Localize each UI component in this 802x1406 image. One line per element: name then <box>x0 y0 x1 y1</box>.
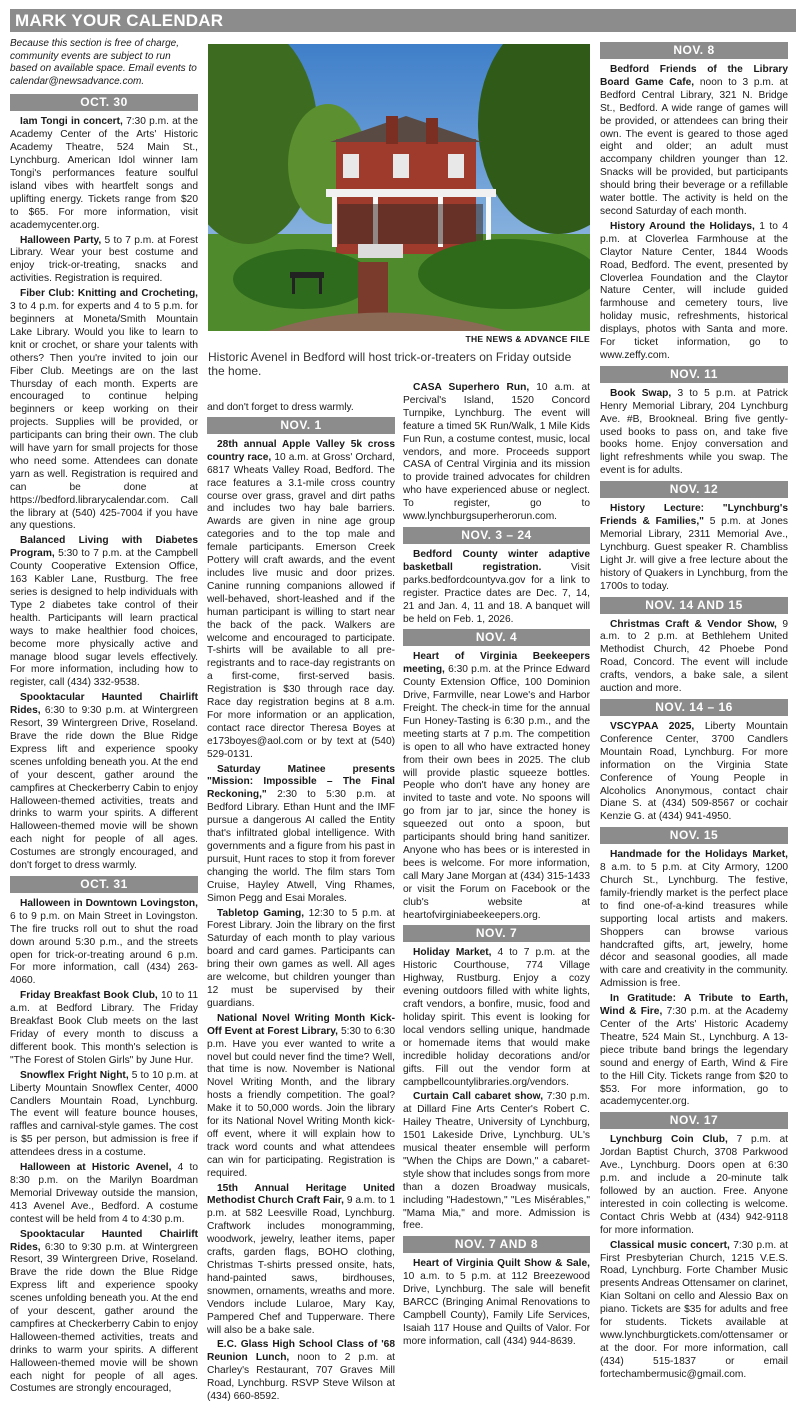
event-title: Lynchburg Coin Club, <box>610 1134 728 1146</box>
event-details: 4 to 7 p.m. at the Historic Courthouse, 774 Village Highway, Rustburg. Enjoy a cozy evening outdoors filled with white lights, craft vendors, a bonfire, music, food and holiday spirit. This event is looking for local vendors selling unique, handmade or homemade items that would make incredible holiday decorations and/or gifts. Fill out the vendor form at campbellcountylibraries.org/vendors. <box>403 947 590 1088</box>
event-details: 10 a.m. at Gross' Orchard, 6817 Wheats Valley Road, Bedford. The race features a 3.1-mile cross country course over grass, gravel and dirt paths and includes two hay bale barriers. Awards are given in nine age group categories and to the top male and female participants. Emerson Creek Pottery will craft awards, and the event includes live music and door prizes. Canine running companions allowed if well-behaved, short-leashed and if the human participant is willing to start near the back of the pack. Walkers are welcome and encouraged to participate. T-shirts will be available to all pre-registrants and to race-day registrants on a first-come, first-served basis. Registration is $30 through race day. Race day registration begins at 8 a.m. For more information or an application, contact race director Theresa Boyes at e173boyes@aol.com or by text at (540) 529-0131. <box>207 451 395 760</box>
intro-note: Because this section is free of charge, community events are subject to run based on available space. Email events to calendar@newsadvance.com. <box>10 38 197 87</box>
event-title: E.C. Glass High School Class of '68 Reunion Lunch, <box>207 1339 395 1364</box>
event-details: noon to 3 p.m. at Bedford Central Library, 321 N. Bridge St., Bedford. A wide range of games will be provided, or attendees can bring their own. The event is geared to those aged eight and older; an adult must accompany children younger than 12. Snacks will be provided, but participants should bring their beverage or a refillable water bottle. The activity is held on the second Saturday of each month. <box>600 76 788 217</box>
event-listing <box>207 1339 395 1404</box>
event-listing <box>10 235 198 287</box>
event-details: 5 to 7 p.m. at Forest Library. Wear your best costume and enjoy trick-or-treating, snacks and activities. Registration is required. <box>10 234 198 285</box>
event-details: 10 a.m. to 5 p.m. at 112 Breezewood Drive, Lynchburg. The sale will benefit BARCC (Bringing Animal Renovations to Campbell County), Family Life Services, Isaiah 117 House and Quilts of Valor. For more information, call (434) 944-8639. <box>403 1271 590 1347</box>
date-header: NOV. 17 <box>600 1112 788 1129</box>
date-header: NOV. 14 AND 15 <box>600 597 788 614</box>
event-listing <box>600 1240 788 1382</box>
event-title: Classical music concert, <box>610 1239 730 1251</box>
event-details: 5 to 10 p.m. at Liberty Mountain Snowflex Center, 4000 Candlers Mountain Road, Lynchburg. The event will feature bounce houses, raffles and carnival-style games. The cost is $5 per person, but admission is free if attendees dress in a costume. <box>10 1069 198 1159</box>
event-details: 6:30 to 9:30 p.m. at Wintergreen Resort, 39 Wintergreen Drive, Roseland. Brave the ride down the Blue Ridge Express lift and experience spooky scenes unfolding beneath you. At the end of your descent, gather around the campfires at Checkerberry Cabin to enjoy Halloween-themed activities, treats and drinks to warm your spirits. A different Halloween-themed movie will be shown each night for people of all ages. Costumes are strongly encouraged, <box>10 1241 198 1395</box>
date-header: NOV. 11 <box>600 366 788 383</box>
event-details: Liberty Mountain Conference Center, 3700 Candlers Mountain Road, Lynchburg. For more information on the Virginia State Conference of Young People in Alcoholics Anonymous, contact chair Diane S. at (434) 509-8567 or cochair Kenzie G. at (434) 941-4950. <box>600 720 788 823</box>
event-listing <box>207 908 395 1011</box>
masthead-title: MARK YOUR CALENDAR <box>15 11 224 30</box>
date-header: NOV. 8 <box>600 42 788 59</box>
event-title: 28th annual Apple Valley 5k cross country race, <box>207 438 395 463</box>
continued-text: and don't forget to dress warmly. <box>207 402 354 413</box>
event-listing <box>403 1091 590 1233</box>
date-header: NOV. 12 <box>600 481 788 498</box>
event-title: Fiber Club: Knitting and Crocheting, <box>20 288 198 300</box>
column-4 <box>600 42 788 1384</box>
event-details: 9 a.m. to 2 p.m. at Bethlehem United Methodist Church, 42 Phoebe Pond Road, Concord. The event will include crafts, vendors, a bake sale, a silent auction and more. <box>600 618 788 695</box>
event-title: National Novel Writing Month Kick-Off Event at Forest Library, <box>207 1012 395 1037</box>
event-listing <box>600 388 788 478</box>
event-details: 5:30 to 7 p.m. at the Campbell County Cooperative Extension Office, 163 Kabler Lane, Rustburg. The free series is designed to help individuals with Type 2 diabetes take control of their health. Participants will learn practical ways to make healthier food choices, become more physically active and manage blood sugar levels effectively. For more information, including how to register, call (434) 332-9538. <box>10 548 198 689</box>
event-title: Holiday Market, <box>413 947 492 959</box>
event-details: 7 p.m. at Jordan Baptist Church, 3708 Parkwood Ave., Lynchburg. Doors open at 6:30 p.m. and include a 20-minute talk followed by an auction. Free. Anyone interested in coin collecting is welcome. Contact Chris Webb at (434) 942-9118 for more information. <box>600 1134 788 1236</box>
event-title: Book Swap, <box>610 387 672 399</box>
event-details: 9 a.m. to 1 p.m. at 582 Leesville Road, Lynchburg. Craftwork includes monogramming, woodwork, jewelry, leather items, paper crafts, garden flags, BOHO clothing, Christmas T-shirts pressed onsite, hats, hand-painted saws, birdhouses, snowmen, ornaments, wreaths and more. Vendors include Lularoe, Mary Kay, Pampered Chef and Tupperware. There will also be a bake sale. <box>207 1195 395 1336</box>
event-title: In Gratitude: A Tribute to Earth, Wind & Fire, <box>600 993 788 1018</box>
event-details: 6:30 to 9:30 p.m. at Wintergreen Resort, 39 Wintergreen Drive, Roseland. Brave the ride down the Blue Ridge Express lift and experience spooky scenes unfolding beneath you. At the end of your descent, gather around the campfires at Checkerberry Cabin to enjoy Halloween-themed activities, treats and drinks to warm your spirits. A different Halloween-themed movie will be shown each night for people of all ages. Costumes are strongly encouraged, and don't forget to dress warmly. <box>10 705 198 872</box>
event-title: Halloween in Downtown Lovingston, <box>20 897 198 909</box>
event-listing <box>207 1013 395 1181</box>
event-title: History Lecture: "Lynchburg's Friends & Families," <box>600 503 788 528</box>
event-listing <box>403 947 590 1089</box>
date-header: NOV. 14 – 16 <box>600 699 788 716</box>
event-listing <box>403 382 590 524</box>
event-details: 3 to 4 p.m. for experts and 4 to 5 p.m. for beginners at Moneta/Smith Mountain Lake Library. Would you like to learn to knit or crochet, or share your talents with others? Then you're invited to join our Fiber Club. Meetings are on the last Thursday of each month. Experts are encouraged to continue helping beginners or keep working on their projects. Supplies will be provided, or participants can bring their own. The club will have yarn for small projects for those who need some. Attendees can donate yarn as well. Registration is required and can be done at https://bedford.librarycalendar.com. Call the library at (540) 425-7004 if you have any questions. <box>10 301 198 532</box>
event-title: Bedford Friends of the Library Board Game Cafe, <box>600 64 788 88</box>
event-details: 4 to 8:30 p.m. on the Marilyn Boardman Memorial Driveway outside the mansion, 413 Avenel Ave., Bedford. A costume contest will be held from 4 to 4:30 p.m. <box>10 1162 198 1225</box>
event-title: Halloween at Historic Avenel, <box>20 1162 172 1174</box>
event-listing <box>207 764 395 906</box>
event-details: Visit parks.bedfordcountyva.gov for a link to register. Practice dates are Dec. 7, 14, 21 and Jan. 4, 11 and 18. A banquet will be held on Feb. 1, 2026. <box>403 561 590 625</box>
event-details: 10 a.m. at Percival's Island, 1520 Concord Turnpike, Lynchburg. The event will feature a timed 5K Run/Walk, 1 Mile Kids Fun Run, a costume contest, music, local vendors, and more. Proceeds support CASA of Central Virginia and its mission to provide trained advocates for children who have experienced abuse or neglect. To register, go to www.lynchburgsuperherorun.com. <box>403 382 590 523</box>
column-3-sections <box>403 382 590 1349</box>
event-title: CASA Superhero Run, <box>413 382 530 393</box>
event-listing <box>207 439 395 762</box>
event-title: Saturday Matinee presents "Mission: Impossible – The Final Reckoning," <box>207 763 395 801</box>
event-listing <box>403 549 590 626</box>
event-details: 8 a.m. to 5 p.m. at City Armory, 1200 Church St., Lynchburg. The festive, family-friendly market is the perfect place to find one-of-a-kind treasures while supporting local artists and makers. Shoppers can browse various handcrafted gifts, art, jewelry, home décor and seasonal goodies, all made with care and creativity in the community. Admission is free. <box>600 862 788 990</box>
event-details: 6 to 9 p.m. on Main Street in Lovingston. The fire trucks roll out to shut the road down around 5:30 p.m., and the streets open for trick-or-treating around 6 p.m. For more information, call (434) 263-4060. <box>10 910 198 987</box>
event-listing <box>207 1183 395 1338</box>
column-4-sections <box>600 42 788 1382</box>
event-title: Snowflex Fright Night, <box>20 1069 129 1081</box>
event-details: 7:30 p.m. at the Academy Center of the Arts' Historic Academy Theatre, 524 Main St., Lynchburg. A 13-piece tribute band brings the legendary sound and energy of Earth, Wind & Fire to the Hill City. Tickets range from $20 to $53. For more information, go to academycenter.org. <box>600 1006 788 1108</box>
event-title: Bedford County winter adaptive basketball registration. <box>403 548 590 573</box>
event-details: 1 to 4 p.m. at Cloverlea Farmhouse at the Claytor Nature Center, 1844 Woods Road, Bedford. The event, presented by Cloverlea Foundation and the Claytor Nature Center, will include guided farmhouse and cemetery tours, live holiday music, refreshments, historical displays, photos with Santa and more. For ticket information, go to www.zeffy.com. <box>600 220 788 361</box>
photo-credit: THE NEWS & ADVANCE FILE <box>465 334 590 344</box>
event-details: noon to 2 p.m. at Charley's Restaurant, 707 Graves Mill Road, Lynchburg. RSVP Steve Wilson at (434) 660-8592. <box>207 1352 395 1403</box>
event-listing <box>10 1162 198 1227</box>
event-listing <box>10 288 198 533</box>
date-header: NOV. 15 <box>600 827 788 844</box>
event-listing <box>403 1258 590 1348</box>
event-listing <box>600 1134 788 1237</box>
event-listing <box>600 619 788 696</box>
event-details: 6:30 p.m. at the Prince Edward County Extension Office, 100 Dominion Drive, Farmville, near Lowe's and Harbor Freight. The check-in time for the annual Fun Honey-Tasting is 6:30 p.m., and the meeting starts at 7 p.m. The competition is open to all who have extracted honey from their own bees in 2025. The club will provide plastic squeeze bottles. People who don't have any honey are invited to taste and vote. No spoons will go from jar to jar, since the honey is squeezed out onto a spoon, but participants should bring hand sanitizer. Anyone who has bees or is interested in bees is welcome. For more information, call Mary Jane Morgan at (434) 315-1433 or visit the Forum on Facebook or the club's website at heartofvirginiabeekeepers.org. <box>403 664 590 921</box>
event-title: VSCYPAA 2025, <box>610 720 695 732</box>
event-listing <box>600 993 788 1109</box>
event-listing <box>600 64 788 219</box>
date-header: NOV. 7 AND 8 <box>403 1236 590 1253</box>
event-title: Heart of Virginia Beekeepers meeting, <box>403 651 590 676</box>
event-details: 12:30 to 5 p.m. at Forest Library. Join the library on the first Saturday of each month to play various board and card games. Participants can bring their own games as well. All ages are welcome, but children younger than 12 must be supervised by their guardians. <box>207 907 395 1009</box>
event-title: Tabletop Gaming, <box>217 907 305 919</box>
event-title: Iam Tongi in concert, <box>20 116 123 128</box>
section-masthead <box>10 9 796 32</box>
event-listing <box>10 898 198 988</box>
event-listing <box>600 221 788 363</box>
house-photo-illustration <box>208 44 590 331</box>
photo-caption: Historic Avenel in Bedford will host trick-or-treaters on Friday outside the home. <box>208 350 572 378</box>
event-title: Spooktacular Haunted Chairlift Rides, <box>10 1228 198 1253</box>
date-header: NOV. 1 <box>207 417 395 434</box>
event-listing <box>403 651 590 922</box>
event-details: 5:30 to 6:30 p.m. Have you ever wanted to write a novel but could never find the time? Well, that time is now. November is National Novel Writing Month, and the library hosts a friendly competition. The goal? Make it to 50,000 words. Join the library for its National Novel Writing Month kick-off event, where it will explain how to track word counts and what attendees can win for participating. Registration is required. <box>207 1025 395 1179</box>
event-listing <box>600 721 788 824</box>
event-title: Christmas Craft & Vendor Show, <box>610 618 777 630</box>
event-title: Heart of Virginia Quilt Show & Sale, <box>413 1258 590 1270</box>
historic-avenel-photo <box>208 44 590 331</box>
event-title: Balanced Living with Diabetes Program, <box>10 535 198 560</box>
column-3 <box>403 382 590 1351</box>
event-details: 7:30 p.m. at Dillard Fine Arts Center's Robert C. Hailey Theatre, University of Lynchburg, 1501 Lakeside Drive, Lynchburg. UL's musical theater ensemble will perform "When the Chips are Down," a cabaret-style show that includes songs from more than a dozen Broadway musicals, including "Hadestown," "Les Misérables," "Mama Mia," and more. Admission is free. <box>403 1091 590 1232</box>
date-header: OCT. 31 <box>10 876 198 893</box>
event-details: 2:30 to 5:30 p.m. at Bedford Library. Ethan Hunt and the IMF pursue a dangerous AI called the Entity that's infiltrated global intelligence. With governments and a figure from his past in pursuit, Hunt races to stop it from forever changing the world. The film stars Tom Cruise, Hayley Atwell, Ving Rhames, Simon Pegg and Esai Morales. <box>207 789 395 904</box>
event-title: Spooktacular Haunted Chairlift Rides, <box>10 692 198 717</box>
event-listing <box>10 1070 198 1160</box>
event-title: Curtain Call cabaret show, <box>413 1091 544 1103</box>
event-details: 5 p.m. at Jones Memorial Library, 2311 Memorial Ave., Lynchburg. Guest speaker R. Chambliss Light Jr. will give a free lecture about the history of Quakers in Lynchburg, from the 1700s to today. <box>600 516 788 592</box>
date-header: NOV. 4 <box>403 629 590 646</box>
column-1-sections <box>10 94 198 1396</box>
event-title: History Around the Holidays, <box>610 220 755 232</box>
event-title: Halloween Party, <box>20 234 102 246</box>
column-2-sections <box>207 417 395 1404</box>
event-listing <box>600 849 788 991</box>
date-header: NOV. 3 – 24 <box>403 527 590 544</box>
event-listing <box>10 1229 198 1397</box>
event-listing <box>600 503 788 593</box>
event-details: 7:30 p.m. at the Academy Center of the Arts' Historic Academy Theatre, 524 Main St., Lynchburg. American Idol winner Iam Tongi's performances feature soulful island vibes with heartfelt songs and uplifting energy. Tickets range from $20 to $65. For more information, visit academycenter.org. <box>10 116 198 231</box>
event-title: Handmade for the Holidays Market, <box>610 849 788 861</box>
event-listing <box>10 116 198 232</box>
event-details: 3 to 5 p.m. at Patrick Henry Memorial Library, 204 Lynchburg Ave. #B, Brookneal. Bring five gently-used books to pass on, and take five books home. Enjoy conversation and light refreshments while you swap. The event is for adults. <box>600 387 788 477</box>
event-listing <box>10 990 198 1067</box>
event-details: 7:30 p.m. at First Presbyterian Church, 1215 V.E.S. Road, Lynchburg. Forte Chamber Music presents Andreas Ottensamer on clarinet, Kian Soltani on cello and Alessio Bax on piano. Tickets are $35 for adults and free for students. Tickets available at www.lynchburgtickets.com/ottensamer or at the door. For more information, call (434) 515-1837 or email fortechambermusic@gmail.com. <box>600 1239 788 1380</box>
event-title: Friday Breakfast Book Club, <box>20 990 158 1002</box>
date-header: OCT. 30 <box>10 94 198 111</box>
date-header: NOV. 7 <box>403 925 590 942</box>
event-listing <box>10 692 198 873</box>
event-listing <box>10 535 198 690</box>
column-1 <box>10 38 198 1398</box>
event-title: 15th Annual Heritage United Methodist Church Craft Fair, <box>207 1182 395 1207</box>
event-details: 10 to 11 a.m. at Bedford Library. The Friday Breakfast Book Club meets on the last Friday of every month to discuss a different book. This month's selection is "The Forest of Stolen Girls" by June Hur. <box>10 990 198 1066</box>
column-2 <box>207 402 395 1406</box>
